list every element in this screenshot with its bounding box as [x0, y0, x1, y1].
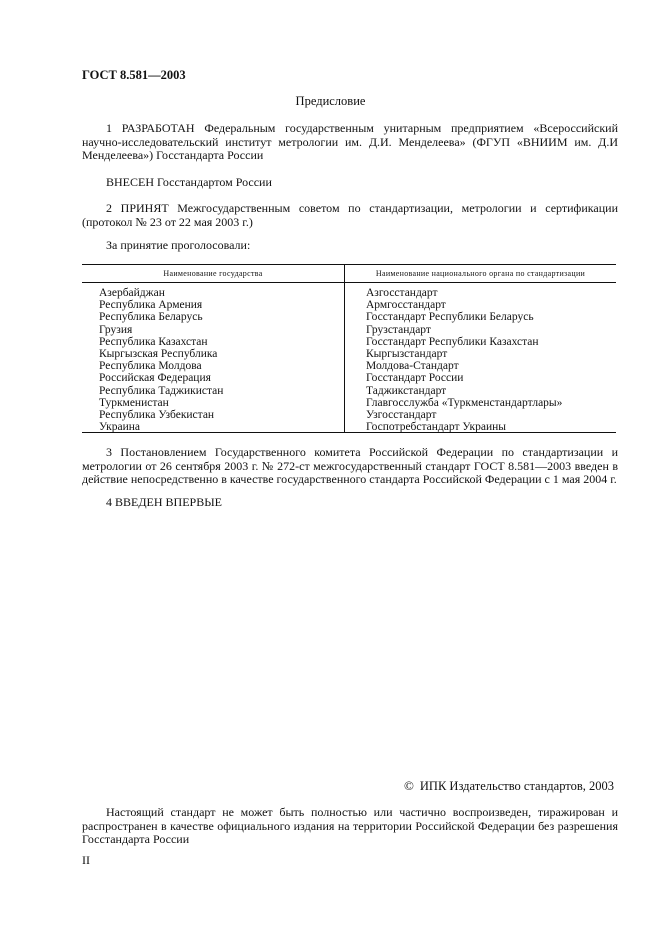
document-code: ГОСТ 8.581—2003 [82, 68, 186, 82]
paragraph-developed-text: 1 РАЗРАБОТАН Федеральным государственным унитарным предприятием «Всероссийский научно-исследовательский институт метрологии им. Д.И. Менделеева» (ФГУП «ВНИИМ им. Д.И Менделеева») Госстандарта России [82, 121, 618, 162]
reproduction-notice [82, 806, 618, 847]
body-item: Госстандарт Республики Казахстан [366, 335, 539, 348]
paragraph-enacted [82, 446, 618, 487]
table-header-body: Наименование национального органа по стандартизации [345, 265, 616, 283]
paragraph-developed [82, 122, 618, 163]
state-item: Республика Узбекистан [99, 409, 215, 422]
body-item: Госпотребстандарт Украины [366, 421, 506, 434]
table-divider [344, 265, 345, 432]
state-item: Республика Армения [99, 299, 203, 312]
state-list [99, 287, 223, 433]
state-item: Республика Казахстан [99, 335, 208, 348]
state-item: Республика Молдова [99, 360, 202, 373]
state-item: Туркменистан [99, 396, 169, 409]
body-item: Грузстандарт [366, 323, 431, 336]
paragraph-first-introduced [82, 496, 618, 510]
state-item: Республика Беларусь [99, 311, 203, 324]
body-item: Армгосстандарт [366, 299, 446, 312]
table-header-state: Наименование государства [82, 265, 344, 283]
paragraph-voted-text: За принятие проголосовали: [106, 238, 251, 252]
paragraph-adopted [82, 202, 618, 229]
state-item: Азербайджан [99, 287, 165, 299]
body-item: Госстандарт России [366, 372, 464, 385]
paragraph-submitted [82, 176, 618, 190]
paragraph-adopted-text: 2 ПРИНЯТ Межгосударственным советом по стандартизации, метрологии и сертификации (протокол № 23 от 22 мая 2003 г.) [82, 201, 618, 229]
reproduction-notice-text: Настоящий стандарт не может быть полностью или частично воспроизведен, тиражирован и распространен в качестве официального издания на территории Российской Федерации без разрешения Госстандарта России [82, 805, 618, 846]
paragraph-enacted-text: 3 Постановлением Государственного комитета Российской Федерации по стандартизации и метрологии от 26 сентября 2003 г. № 272-ст межгосударственный стандарт ГОСТ 8.581—2003 введен в действие непосредственно в качестве государственного стандарта Российской Федерации с 1 мая 2004 г. [82, 445, 618, 486]
body-item: Главгосслужба «Туркменстандартлары» [366, 396, 563, 409]
copyright-line [404, 778, 614, 794]
copyright-text: ИПК Издательство стандартов, 2003 [419, 779, 614, 793]
body-item: Госстандарт Республики Беларусь [366, 311, 534, 324]
body-item: Кыргызстандарт [366, 348, 448, 361]
body-item: Узгосстандарт [366, 409, 437, 422]
body-item: Молдова-Стандарт [366, 360, 459, 373]
body-list [366, 287, 562, 433]
copyright-symbol: © [404, 778, 414, 793]
paragraph-submitted-text: ВНЕСЕН Госстандартом России [106, 175, 272, 189]
state-item: Грузия [99, 323, 133, 336]
paragraph-voted [82, 239, 618, 253]
page-title: Предисловие [295, 94, 366, 108]
state-item: Кыргызская Республика [99, 348, 218, 361]
state-item: Республика Таджикистан [99, 384, 224, 397]
state-item: Российская Федерация [99, 372, 211, 385]
state-item: Украина [99, 421, 140, 434]
paragraph-first-introduced-text: 4 ВВЕДЕН ВПЕРВЫЕ [106, 495, 222, 509]
page-number: II [82, 853, 90, 867]
voting-table [82, 264, 616, 433]
body-item: Азгосстандарт [366, 287, 438, 299]
body-item: Таджикстандарт [366, 384, 447, 397]
